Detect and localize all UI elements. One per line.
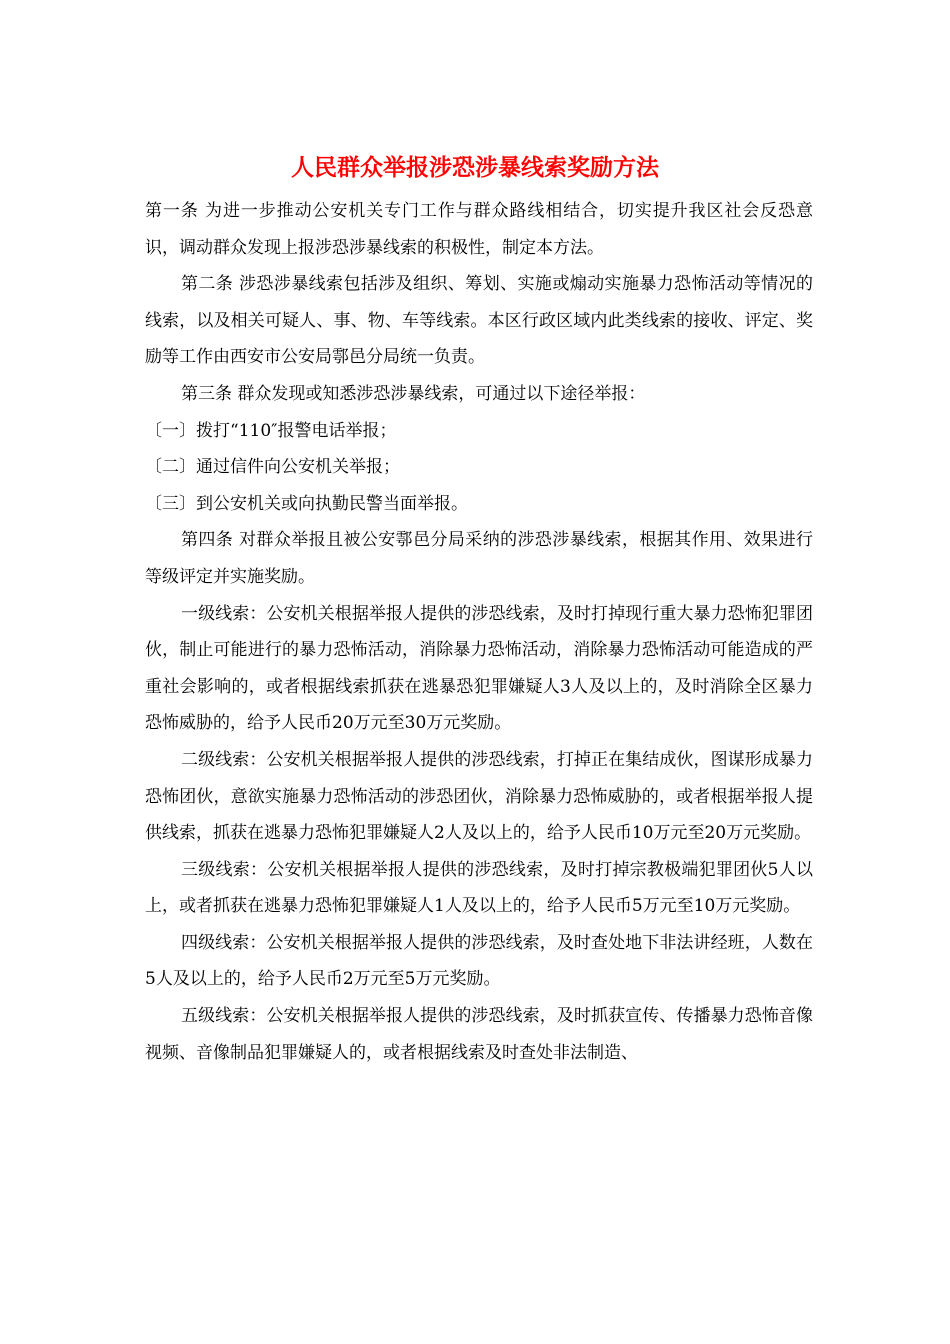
report-channel-3: 〔三〕到公安机关或向执勤民警当面举报。 [145,493,468,514]
document-title: 人民群众举报涉恐涉暴线索奖励方法 [291,154,659,181]
level-5-clue-paragraph: 五级线索：公安机关根据举报人提供的涉恐线索，及时抓获宣传、传播暴力恐怖音像视频、音像制品犯罪嫌疑人的，或者根据线索及时查处非法制造、 [145,1006,813,1063]
level-4-clue-paragraph: 四级线索：公安机关根据举报人提供的涉恐线索，及时查处地下非法讲经班，人数在5人及以上的，给予人民币2万元至5万元奖励。 [145,932,813,990]
level-3-clue-paragraph: 三级线索：公安机关根据举报人提供的涉恐线索，及时打掉宗教极端犯罪团伙5人以上，或者抓获在逃暴力恐怖犯罪嫌疑人1人及以上的，给予人民币5万元至10万元奖励。 [145,859,813,917]
level-2-clue-paragraph: 二级线索：公安机关根据举报人提供的涉恐线索，打掉正在集结成伙，图谋形成暴力恐怖团伙，意欲实施暴力恐怖活动的涉恐团伙，消除暴力恐怖威胁的，或者根据举报人提供线索，抓获在逃暴力恐怖犯罪嫌疑人2人及以上的，给予人民币10万元至20万元奖励。 [145,749,813,844]
article-2-paragraph: 第二条 涉恐涉暴线索包括涉及组织、筹划、实施或煽动实施暴力恐怖活动等情况的线索，以及相关可疑人、事、物、车等线索。本区行政区域内此类线索的接收、评定、奖励等工作由西安市公安局鄠邑分局统一负责。 [145,274,813,368]
article-4-paragraph: 第四条 对群众举报且被公安鄠邑分局采纳的涉恐涉暴线索，根据其作用、效果进行等级评定并实施奖励。 [145,530,813,587]
article-1-paragraph: 第一条 为进一步推动公安机关专门工作与群众路线相结合，切实提升我区社会反恐意识，调动群众发现上报涉恐涉暴线索的积极性，制定本方法。 [145,201,813,258]
report-channel-1: 〔一〕拨打“110″报警电话举报； [145,420,397,441]
article-3-paragraph: 第三条 群众发现或知悉涉恐涉暴线索，可通过以下途径举报： [181,383,646,404]
document-body [145,193,813,1071]
report-channel-2: 〔二〕通过信件向公安机关举报； [145,457,400,478]
level-1-clue-paragraph: 一级线索：公安机关根据举报人提供的涉恐线索，及时打掉现行重大暴力恐怖犯罪团伙，制止可能进行的暴力恐怖活动，消除暴力恐怖活动，消除暴力恐怖活动可能造成的严重社会影响的，或者根据线索抓获在逃暴恐犯罪嫌疑人3人及以上的，及时消除全区暴力恐怖威胁的，给予人民币20万元至30万元奖励。 [145,603,813,734]
